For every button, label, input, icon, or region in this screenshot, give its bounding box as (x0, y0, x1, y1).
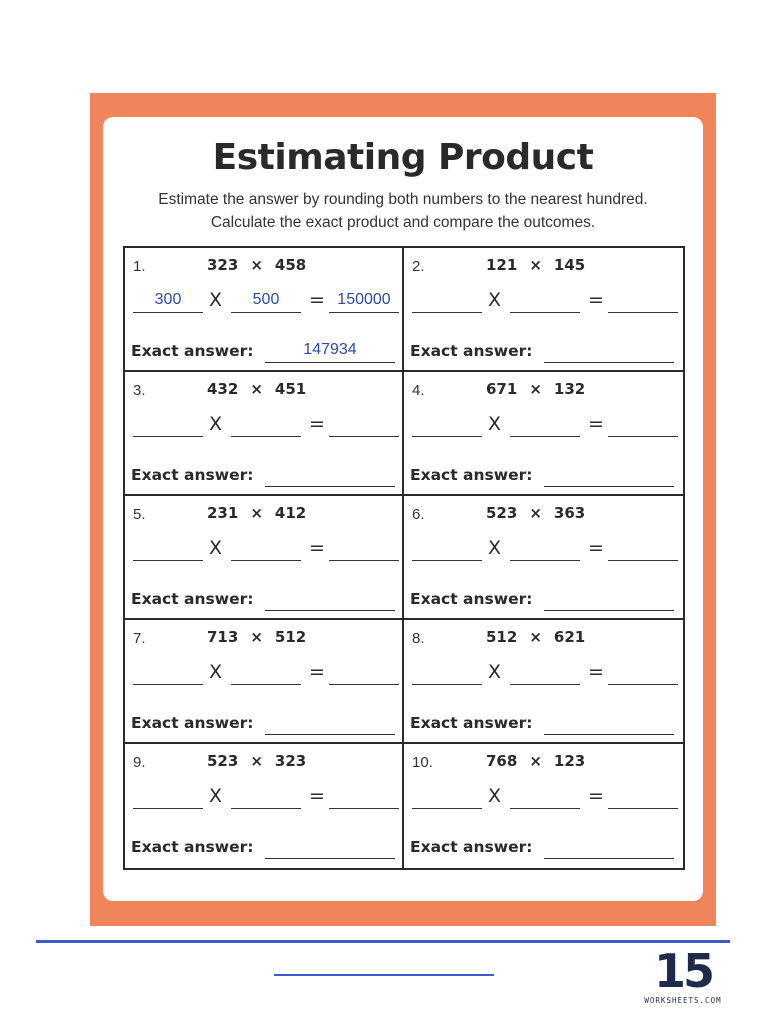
estimate-product-blank[interactable] (608, 660, 678, 685)
factor-b: 621 (553, 628, 586, 646)
exact-answer-label: Exact answer: (131, 714, 254, 732)
rounded-a-blank[interactable] (412, 784, 482, 809)
blank-times-sign: X (488, 785, 502, 807)
worksheet-title: Estimating Product (212, 137, 594, 178)
problem-cell (404, 372, 683, 496)
rounded-b-blank[interactable] (510, 536, 580, 561)
blank-times-sign: X (209, 413, 223, 435)
equals-sign: = (588, 661, 604, 683)
problem-number: 4. (412, 382, 425, 399)
times-sign: × (250, 628, 263, 646)
worksheet-card (103, 117, 703, 901)
problem-cell (125, 496, 404, 620)
factor-a: 323 (207, 256, 239, 274)
exact-answer-blank[interactable] (544, 710, 674, 735)
exact-answer-label: Exact answer: (410, 342, 533, 360)
problem-number: 2. (412, 258, 425, 275)
blank-times-sign: X (209, 785, 223, 807)
times-sign: × (529, 256, 542, 274)
exact-answer-label: Exact answer: (131, 590, 254, 608)
problem-grid (123, 246, 685, 870)
rounded-a-blank[interactable] (412, 536, 482, 561)
footer-divider (36, 940, 730, 943)
site-logo[interactable] (636, 946, 730, 1010)
factor-b: 512 (274, 628, 307, 646)
blank-times-sign: X (209, 537, 223, 559)
factor-a: 512 (486, 628, 518, 646)
logo-text: WORKSHEETS.COM (644, 996, 722, 1005)
equals-sign: = (309, 661, 325, 683)
equals-sign: = (588, 289, 604, 311)
exact-answer-blank[interactable] (544, 338, 674, 363)
times-sign: × (529, 504, 542, 522)
rounded-a-blank[interactable] (412, 412, 482, 437)
problem-expression (207, 504, 306, 522)
exact-answer-blank[interactable] (544, 586, 674, 611)
problem-cell (125, 372, 404, 496)
estimate-product-blank[interactable] (608, 784, 678, 809)
factor-a: 768 (486, 752, 518, 770)
estimate-product-blank[interactable] (608, 412, 678, 437)
problem-number: 3. (133, 382, 146, 399)
estimate-product-blank[interactable] (608, 536, 678, 561)
equals-sign: = (309, 785, 325, 807)
rounded-b-blank[interactable]: 500 (231, 288, 301, 313)
rounded-a-blank[interactable] (133, 784, 203, 809)
equals-sign: = (588, 537, 604, 559)
worksheet-frame (90, 93, 716, 926)
estimate-product-blank[interactable] (608, 288, 678, 313)
estimate-product-blank[interactable] (329, 660, 399, 685)
factor-a: 523 (486, 504, 518, 522)
rounded-a-blank[interactable] (133, 536, 203, 561)
rounded-a-blank[interactable] (412, 288, 482, 313)
instruction-line-2: Calculate the exact product and compare the outcomes. (210, 214, 596, 231)
exact-answer-label: Exact answer: (410, 714, 533, 732)
factor-a: 671 (486, 380, 518, 398)
problem-expression (207, 256, 306, 274)
blank-times-sign: X (488, 537, 502, 559)
times-sign: × (529, 628, 542, 646)
blank-times-sign: X (488, 289, 502, 311)
factor-b: 451 (274, 380, 307, 398)
estimate-product-blank[interactable] (329, 412, 399, 437)
exact-answer-label: Exact answer: (410, 590, 533, 608)
estimate-product-blank[interactable]: 150000 (329, 288, 399, 313)
problem-expression (207, 380, 306, 398)
problem-expression (486, 380, 585, 398)
rounded-a-blank[interactable] (133, 660, 203, 685)
blank-times-sign: X (488, 413, 502, 435)
rounded-b-blank[interactable] (510, 412, 580, 437)
problem-expression (486, 752, 585, 770)
blank-times-sign: X (209, 661, 223, 683)
problem-expression (486, 504, 585, 522)
exact-answer-blank[interactable]: 147934 (265, 338, 395, 363)
estimate-product-blank[interactable] (329, 536, 399, 561)
estimate-product-blank[interactable] (329, 784, 399, 809)
factor-b: 323 (274, 752, 307, 770)
factor-b: 145 (553, 256, 586, 274)
problem-expression (207, 628, 306, 646)
rounded-b-blank[interactable] (231, 660, 301, 685)
times-sign: × (250, 752, 263, 770)
rounded-b-blank[interactable] (510, 784, 580, 809)
factor-b: 363 (553, 504, 586, 522)
problem-number: 1. (133, 258, 146, 275)
problem-expression (486, 628, 585, 646)
exact-answer-blank[interactable] (544, 462, 674, 487)
problem-number: 10. (412, 754, 433, 771)
exact-answer-blank[interactable] (265, 462, 395, 487)
exact-answer-label: Exact answer: (410, 466, 533, 484)
factor-a: 523 (207, 752, 239, 770)
factor-a: 231 (207, 504, 239, 522)
times-sign: × (529, 752, 542, 770)
factor-b: 458 (274, 256, 307, 274)
problem-number: 7. (133, 630, 146, 647)
rounded-b-blank[interactable] (231, 784, 301, 809)
factor-a: 121 (486, 256, 518, 274)
rounded-a-blank[interactable] (412, 660, 482, 685)
rounded-b-blank[interactable] (510, 660, 580, 685)
exact-answer-blank[interactable] (544, 834, 674, 859)
factor-b: 412 (274, 504, 307, 522)
equals-sign: = (309, 537, 325, 559)
blank-times-sign: X (488, 661, 502, 683)
exact-answer-label: Exact answer: (131, 838, 254, 856)
logo-number: 15 (653, 944, 712, 998)
blank-times-sign: X (209, 289, 223, 311)
problem-number: 8. (412, 630, 425, 647)
rounded-b-blank[interactable] (231, 536, 301, 561)
problem-cell (125, 248, 404, 372)
problem-cell (125, 620, 404, 744)
problem-number: 9. (133, 754, 146, 771)
times-sign: × (250, 256, 263, 274)
factor-b: 132 (553, 380, 586, 398)
times-sign: × (529, 380, 542, 398)
instruction-line-1: Estimate the answer by rounding both numbers to the nearest hundred. (158, 191, 648, 208)
times-sign: × (250, 504, 263, 522)
exact-answer-label: Exact answer: (410, 838, 533, 856)
problem-number: 5. (133, 506, 146, 523)
problem-cell (404, 744, 683, 868)
equals-sign: = (309, 289, 325, 311)
factor-a: 713 (207, 628, 239, 646)
equals-sign: = (309, 413, 325, 435)
problem-number: 6. (412, 506, 425, 523)
problem-expression (486, 256, 585, 274)
exact-answer-label: Exact answer: (131, 342, 254, 360)
problem-expression (207, 752, 306, 770)
exact-answer-blank[interactable] (265, 586, 395, 611)
equals-sign: = (588, 413, 604, 435)
rounded-b-blank[interactable] (510, 288, 580, 313)
problem-cell (404, 620, 683, 744)
footer-link[interactable] (274, 974, 494, 976)
equals-sign: = (588, 785, 604, 807)
problem-cell (404, 496, 683, 620)
rounded-a-blank[interactable]: 300 (133, 288, 203, 313)
rounded-b-blank[interactable] (231, 412, 301, 437)
rounded-a-blank[interactable] (133, 412, 203, 437)
exact-answer-label: Exact answer: (131, 466, 254, 484)
times-sign: × (250, 380, 263, 398)
factor-b: 123 (553, 752, 586, 770)
exact-answer-blank[interactable] (265, 834, 395, 859)
problem-cell (404, 248, 683, 372)
exact-answer-blank[interactable] (265, 710, 395, 735)
problem-cell (125, 744, 404, 868)
factor-a: 432 (207, 380, 239, 398)
